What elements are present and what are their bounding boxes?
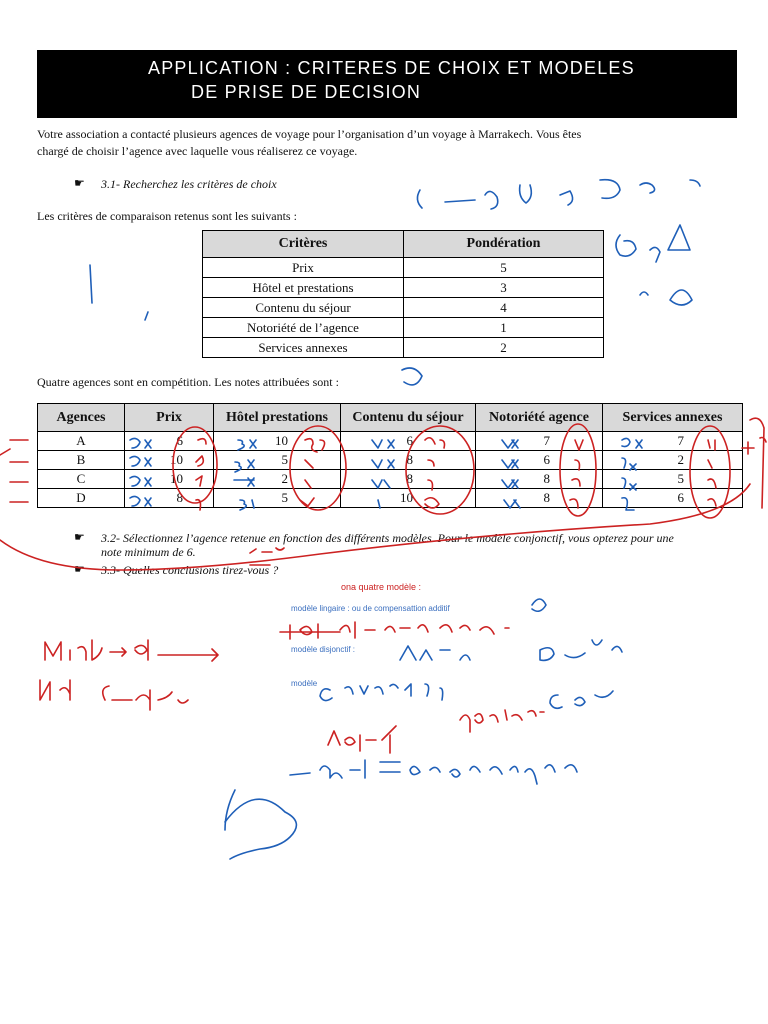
column-header: Services annexes xyxy=(603,404,743,432)
criterion-weight: 3 xyxy=(404,278,604,298)
score-prix: 10 xyxy=(125,451,214,470)
intro-line-1: Votre association a contacté plusieurs agences de voyage pour l’organisation d’un voyage à Marrakech. Vous êtes xyxy=(37,127,582,141)
hand-pointer-icon: ☛ xyxy=(74,530,85,544)
criterion-name: Prix xyxy=(203,258,404,278)
question-3-2-line-2: note minimum de 6. xyxy=(101,545,196,559)
annotation-model-disjunctive: modèle disjonctif : xyxy=(291,645,356,654)
intro-line-2: chargé de choisir l’agence avec laquelle vous réaliserez ce voyage. xyxy=(37,144,358,158)
score-services: 7 xyxy=(603,432,743,451)
criterion-name: Contenu du séjour xyxy=(203,298,404,318)
question-3-2-line-1: 3.2- Sélectionnez l’agence retenue en fonction des différents modèles. Pour le modèle conjonctif, vous opterez pour une xyxy=(101,531,674,545)
question-3-3: 3.3- Quelles conclusions tirez-vous ? xyxy=(101,563,279,577)
score-notoriete: 6 xyxy=(476,451,603,470)
score-prix: 10 xyxy=(125,470,214,489)
score-hotel: 2 xyxy=(214,470,341,489)
criteria-intro: Les critères de comparaison retenus sont les suivants : xyxy=(37,209,297,223)
score-prix: 8 xyxy=(125,489,214,508)
column-header: Notoriété agence xyxy=(476,404,603,432)
agency-name: A xyxy=(38,432,125,451)
score-contenu: 8 xyxy=(341,451,476,470)
annotation-red-title: ona quatre modèle : xyxy=(341,582,422,592)
agency-name: C xyxy=(38,470,125,489)
annotation-model: modèle xyxy=(291,679,318,688)
score-notoriete: 7 xyxy=(476,432,603,451)
annotation-model-linear: modèle lingaire : ou de compensattion additif xyxy=(291,604,450,613)
score-services: 2 xyxy=(603,451,743,470)
agencies-intro: Quatre agences sont en compétition. Les notes attribuées sont : xyxy=(37,375,339,389)
banner-title-line1: APPLICATION : CRITERES DE CHOIX ET MODELES xyxy=(148,58,635,78)
criterion-weight: 4 xyxy=(404,298,604,318)
score-services: 6 xyxy=(603,489,743,508)
criterion-name: Services annexes xyxy=(203,338,404,358)
score-hotel: 5 xyxy=(214,489,341,508)
criterion-weight: 1 xyxy=(404,318,604,338)
column-header: Prix xyxy=(125,404,214,432)
score-hotel: 5 xyxy=(214,451,341,470)
score-notoriete: 8 xyxy=(476,470,603,489)
score-contenu: 10 xyxy=(341,489,476,508)
question-3-1: 3.1- Recherchez les critères de choix xyxy=(101,177,277,191)
column-header: Agences xyxy=(38,404,125,432)
score-notoriete: 8 xyxy=(476,489,603,508)
score-services: 5 xyxy=(603,470,743,489)
criterion-weight: 5 xyxy=(404,258,604,278)
column-header: Pondération xyxy=(404,231,604,258)
column-header: Contenu du séjour xyxy=(341,404,476,432)
hand-pointer-icon: ☛ xyxy=(74,562,85,576)
criterion-weight: 2 xyxy=(404,338,604,358)
score-prix: 6 xyxy=(125,432,214,451)
column-header: Hôtel prestations xyxy=(214,404,341,432)
hand-pointer-icon: ☛ xyxy=(74,176,85,190)
criterion-name: Hôtel et prestations xyxy=(203,278,404,298)
score-contenu: 6 xyxy=(341,432,476,451)
banner-title-line2: DE PRISE DE DECISION xyxy=(191,82,422,102)
score-hotel: 10 xyxy=(214,432,341,451)
column-header: Critères xyxy=(203,231,404,258)
agency-name: D xyxy=(38,489,125,508)
agency-name: B xyxy=(38,451,125,470)
score-contenu: 8 xyxy=(341,470,476,489)
criterion-name: Notoriété de l’agence xyxy=(203,318,404,338)
